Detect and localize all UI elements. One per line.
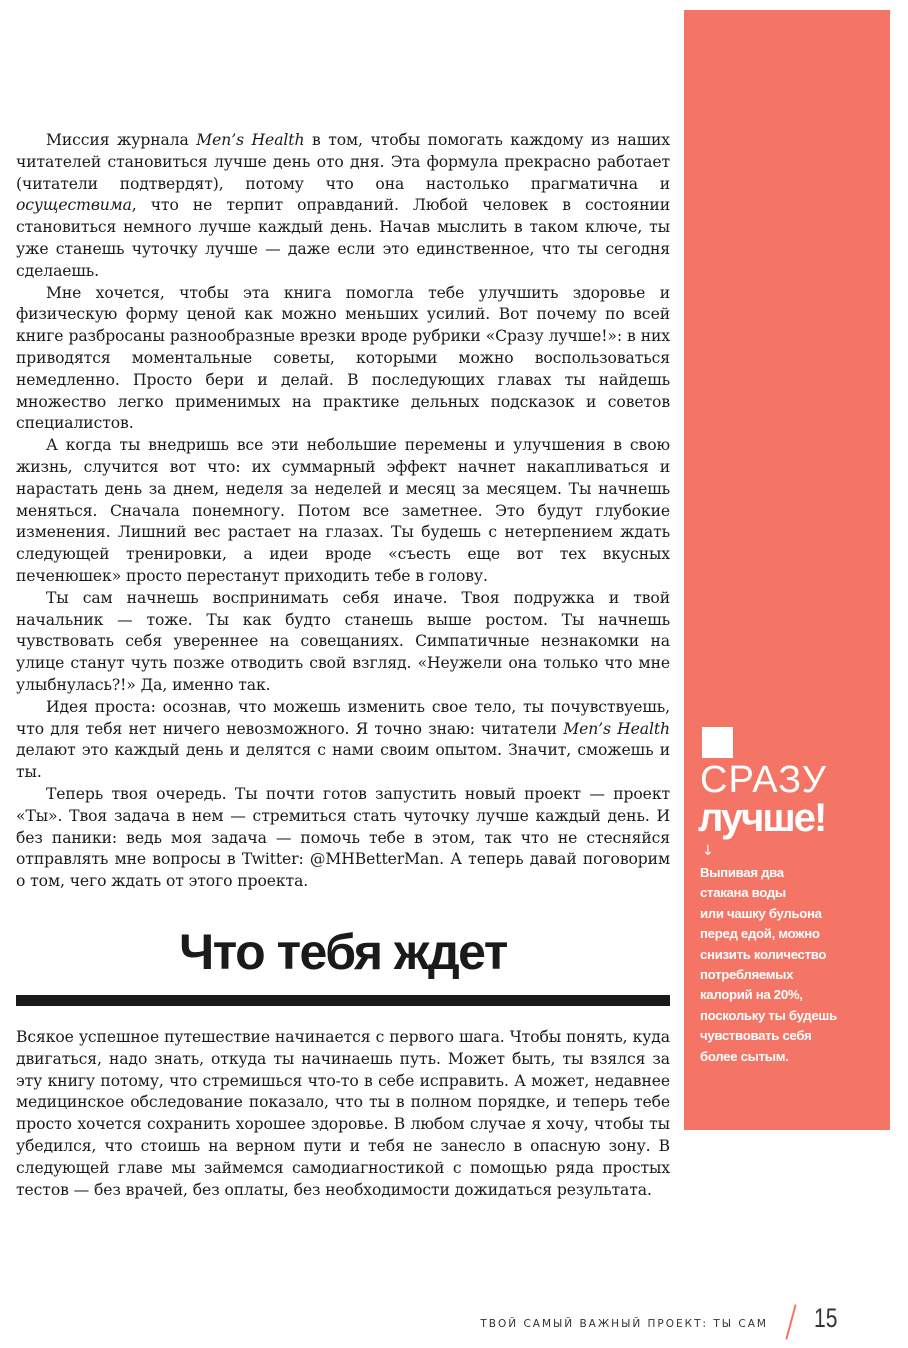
page-number: 15 [814,1303,838,1333]
magazine-name: Men’s Health [196,131,305,149]
intro-paragraph-1: Миссия журнала Men’s Health в том, чтобы помогать каждому из наших читателей становиться лучше день ото дня. Эта формула прекрасно работает (читатели подтвердят), потому что она настолько прагматична и осуществима, что не терпит оправданий. Любой человек в состоянии становиться немного лучше каждый день. Начав мыслить в таком ключе, ты уже станешь чуточку лучше — даже если это единственное, что ты сегодня сделаешь. [16,131,670,280]
running-title: ТВОЙ САМЫЙ ВАЖНЫЙ ПРОЕКТ: ТЫ САМ [480,1318,768,1330]
section-heading: Что тебя ждет [179,924,507,980]
footer-separator [785,1304,796,1339]
arrow-down-icon: ↓ [702,843,714,859]
sidebar-tip-text: Выпивая два стакана воды или чашку бульона перед едой, можно снизить количество потребляемых калорий на 20%, поскольку ты будешь чувствовать себя более сытым. [700,865,837,1064]
intro-text [16,130,670,893]
intro-paragraph-3: А когда ты внедришь все эти небольшие перемены и улучшения в свою жизнь, случится вот что: их суммарный эффект начнет накапливаться и нарастать день за днем, неделя за неделей и месяц за месяцем. Ты начнешь меняться. Сначала понемногу. Потом все заметнее. Это будут глубокие изменения. Лишний вес растает на глазах. Ты будешь с нетерпением ждать следующей тренировки, а идеи вроде «съесть еще вот тех вкусных печенюшек» просто перестанут приходить тебе в голову. [16,436,670,585]
intro-paragraph-6: Теперь твоя очередь. Ты почти готов запустить новый проект — проект «Ты». Твоя задача в нем — стремиться стать чуточку лучше каждый день. И без паники: ведь моя задача — помочь тебе в этом, так что не стесняйся отправлять мне вопросы в Twitter: @MHBetterMan. А теперь давай поговорим о том, чего ждать от этого проекта. [16,784,670,891]
section-text [16,1027,670,1201]
sidebar-title-line-1: СРАЗУ [700,759,827,801]
section-paragraph: Всякое успешное путешествие начинается с первого шага. Чтобы понять, куда двигаться, надо знать, откуда ты начинаешь путь. Может быть, ты взялся за эту книгу потому, что стремишься что-то в себе исправить. А может, недавнее медицинское обследование показало, что ты в полном порядке, и теперь тебе просто хочется сохранить хорошее здоровье. В любом случае я хочу, чтобы ты убедился, что стоишь на верном пути и тебя не занесло в опасную зону. В следующей главе мы займемся самодиагностикой с помощью ряда простых тестов — без врачей, без оплаты, без необходимости дожидаться результата. [16,1028,670,1199]
intro-paragraph-4: Ты сам начнешь воспринимать себя иначе. Твоя подружка и твой начальник — тоже. Ты как будто станешь выше ростом. Ты начнешь чувствовать себя увереннее на совещаниях. Симпатичные незнакомки на улице станут чуть позже отводить свой взгляд. «Неужели она только что мне улыбнулась?!» Да, именно так. [16,588,670,694]
sidebar-tip-box [684,10,890,1130]
square-icon [702,727,733,758]
magazine-name: Men’s Health [563,719,670,738]
section-divider [16,995,670,1006]
sidebar-title-line-2: лучше! [698,796,826,840]
intro-paragraph-2: Мне хочется, чтобы эта книга помогла тебе улучшить здоровье и физическую форму ценой как можно меньших усилий. Вот почему по всей книге разбросаны разнообразные врезки вроде рубрики «Сразу лучше!»: в них приводятся моментальные советы, которыми можно воспользоваться немедленно. Просто бери и делай. В последующих главах ты найдешь множество легко применимых на практике дельных подсказок и советов специалистов. [16,283,670,433]
emphasis-word: осуществима [16,196,132,215]
intro-paragraph-5: Идея проста: осознав, что можешь изменить свое тело, ты почувствуешь, что для тебя нет ничего невозможного. Я точно знаю: читатели Men’s Health делают это каждый день и делятся с нами своим опытом. Значит, сможешь и ты. [16,697,670,782]
